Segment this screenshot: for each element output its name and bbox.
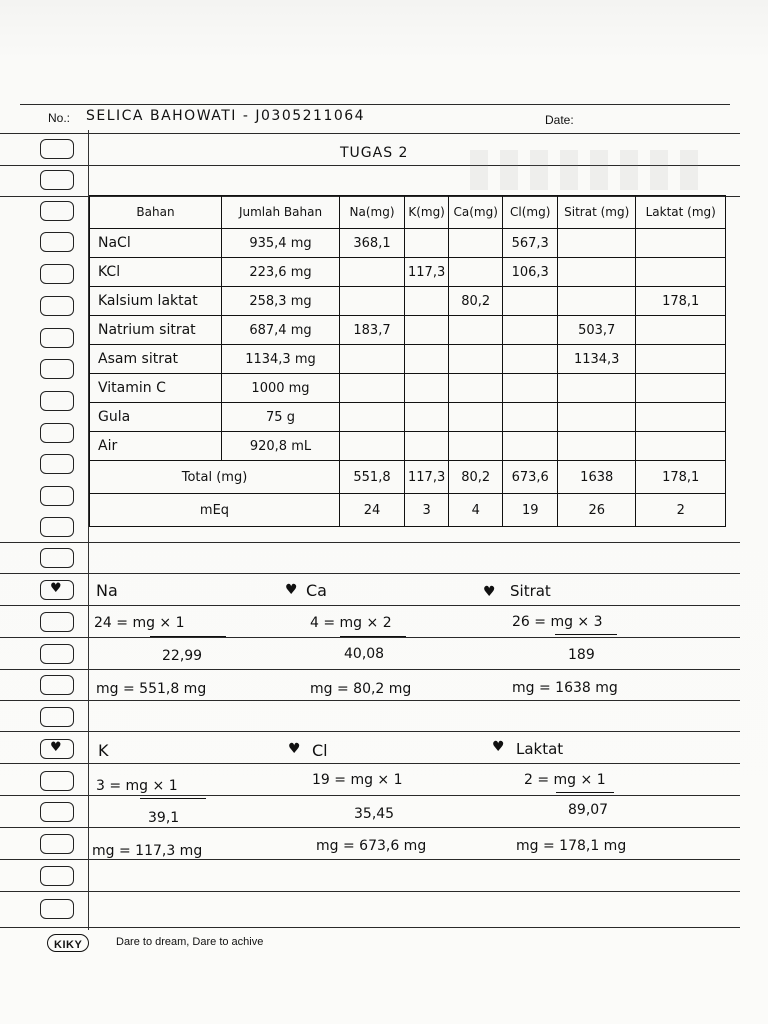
- calc-cl-equation: 19 = mg × 1: [312, 772, 403, 788]
- cell-na: 183,7: [340, 316, 405, 345]
- table-row: [90, 432, 726, 461]
- cell-jumlah: 935,4 mg: [222, 229, 340, 258]
- cell-jumlah: 920,8 mL: [222, 432, 340, 461]
- cell-k: [405, 374, 449, 403]
- cell-jumlah: 258,3 mg: [222, 287, 340, 316]
- row-checkbox[interactable]: [40, 834, 74, 854]
- row-checkbox[interactable]: [40, 201, 74, 221]
- row-checkbox[interactable]: [40, 802, 74, 822]
- cell-cl: 567,3: [503, 229, 558, 258]
- cell-k: [405, 432, 449, 461]
- ruled-line: [0, 859, 740, 860]
- row-checkbox[interactable]: [40, 771, 74, 791]
- table-row: [90, 316, 726, 345]
- cell-bahan: KCl: [90, 258, 222, 287]
- ruled-line: [20, 104, 730, 105]
- meq-cl: 19: [503, 494, 558, 527]
- calc-ca-label: Ca: [306, 581, 327, 600]
- cell-ca: [449, 345, 503, 374]
- cell-na: [340, 287, 405, 316]
- cell-k: [405, 229, 449, 258]
- cell-sitrat: [558, 287, 636, 316]
- ruled-line: [0, 927, 740, 928]
- calc-cl-result: mg = 673,6 mg: [316, 838, 427, 854]
- cell-bahan: Natrium sitrat: [90, 316, 222, 345]
- cell-jumlah: 223,6 mg: [222, 258, 340, 287]
- column-header: Cl(mg): [503, 196, 558, 229]
- meq-row: [90, 494, 726, 527]
- calc-laktat-denominator: 89,07: [568, 802, 609, 818]
- calc-k-equation: 3 = mg × 1: [96, 778, 178, 794]
- row-checkbox[interactable]: [40, 486, 74, 506]
- cell-jumlah: 1134,3 mg: [222, 345, 340, 374]
- cell-ca: [449, 374, 503, 403]
- cell-ca: [449, 258, 503, 287]
- calc-ca-result: mg = 80,2 mg: [310, 681, 412, 697]
- ruled-line: [0, 637, 740, 638]
- heart-icon: ♥: [288, 741, 301, 757]
- cell-bahan: Gula: [90, 403, 222, 432]
- heart-icon: ♥: [50, 740, 62, 755]
- cell-bahan: Asam sitrat: [90, 345, 222, 374]
- calc-k-label: K: [98, 741, 109, 760]
- cell-sitrat: [558, 432, 636, 461]
- cell-laktat: [636, 403, 726, 432]
- row-checkbox-checked[interactable]: [40, 739, 74, 759]
- meq-label: mEq: [90, 494, 340, 527]
- cell-cl: [503, 403, 558, 432]
- table-header-row: [90, 196, 726, 229]
- cell-laktat: [636, 374, 726, 403]
- cell-sitrat: [558, 258, 636, 287]
- cell-sitrat: [558, 403, 636, 432]
- ruled-line: [0, 827, 740, 828]
- calc-laktat-equation: 2 = mg × 1: [524, 772, 606, 788]
- cell-ca: [449, 229, 503, 258]
- row-checkbox-checked[interactable]: [40, 580, 74, 600]
- row-checkbox[interactable]: [40, 644, 74, 664]
- row-checkbox[interactable]: [40, 866, 74, 886]
- row-checkbox[interactable]: [40, 170, 74, 190]
- table-row: [90, 403, 726, 432]
- calc-cl-denominator: 35,45: [354, 806, 395, 822]
- meq-na: 24: [340, 494, 405, 527]
- row-checkbox[interactable]: [40, 707, 74, 727]
- cell-k: [405, 403, 449, 432]
- cell-bahan: Kalsium laktat: [90, 287, 222, 316]
- total-k: 117,3: [405, 461, 449, 494]
- calc-na-label: Na: [96, 581, 118, 600]
- meq-sitrat: 26: [558, 494, 636, 527]
- student-name: SELICA BAHOWATI - J0305211064: [86, 108, 366, 124]
- calc-na-result: mg = 551,8 mg: [96, 681, 207, 697]
- fraction-bar: [340, 636, 406, 637]
- calc-na-denominator: 22,99: [162, 648, 203, 664]
- row-checkbox[interactable]: [40, 899, 74, 919]
- ruled-line: [0, 542, 740, 543]
- cell-cl: [503, 374, 558, 403]
- row-checkbox[interactable]: [40, 517, 74, 537]
- composition-table: [89, 195, 726, 527]
- calc-cl-label: Cl: [312, 741, 328, 760]
- cell-sitrat: 1134,3: [558, 345, 636, 374]
- row-checkbox[interactable]: [40, 391, 74, 411]
- cell-k: [405, 345, 449, 374]
- column-header: Ca(mg): [449, 196, 503, 229]
- heart-icon: ♥: [50, 581, 62, 596]
- calc-sitrat-denominator: 189: [568, 647, 595, 663]
- bleed-through: [470, 150, 700, 190]
- heart-icon: ♥: [285, 582, 298, 598]
- page-title: TUGAS 2: [340, 145, 409, 161]
- cell-na: [340, 374, 405, 403]
- calc-k-result: mg = 117,3 mg: [92, 843, 203, 859]
- cell-na: [340, 403, 405, 432]
- column-header: Bahan: [90, 196, 222, 229]
- cell-k: 117,3: [405, 258, 449, 287]
- ruled-line: [0, 731, 740, 732]
- cell-sitrat: [558, 374, 636, 403]
- cell-cl: [503, 316, 558, 345]
- no-label: No.:: [48, 111, 71, 125]
- row-checkbox[interactable]: [40, 264, 74, 284]
- brand-logo: KIKY: [54, 939, 83, 951]
- cell-k: [405, 316, 449, 345]
- cell-bahan: Air: [90, 432, 222, 461]
- cell-jumlah: 1000 mg: [222, 374, 340, 403]
- ruled-line: [0, 891, 740, 892]
- column-header: Jumlah Bahan: [222, 196, 340, 229]
- row-checkbox[interactable]: [40, 454, 74, 474]
- heart-icon: ♥: [483, 584, 496, 600]
- table-row: [90, 258, 726, 287]
- calc-na-equation: 24 = mg × 1: [94, 615, 185, 631]
- cell-laktat: [636, 229, 726, 258]
- row-checkbox[interactable]: [40, 612, 74, 632]
- cell-bahan: Vitamin C: [90, 374, 222, 403]
- fraction-bar: [556, 792, 614, 793]
- cell-ca: [449, 403, 503, 432]
- calc-laktat-result: mg = 178,1 mg: [516, 838, 627, 854]
- ruled-line: [0, 573, 740, 574]
- total-laktat: 178,1: [636, 461, 726, 494]
- meq-k: 3: [405, 494, 449, 527]
- row-checkbox[interactable]: [40, 548, 74, 568]
- table-row: [90, 374, 726, 403]
- column-header: K(mg): [405, 196, 449, 229]
- cell-cl: [503, 287, 558, 316]
- calc-sitrat-equation: 26 = mg × 3: [512, 614, 603, 630]
- cell-bahan: NaCl: [90, 229, 222, 258]
- row-checkbox[interactable]: [40, 139, 74, 159]
- ruled-line: [0, 669, 740, 670]
- fraction-bar: [140, 798, 206, 799]
- cell-cl: [503, 345, 558, 374]
- fraction-bar: [150, 636, 226, 637]
- calc-laktat-label: Laktat: [516, 740, 564, 758]
- cell-na: 368,1: [340, 229, 405, 258]
- table-row: [90, 229, 726, 258]
- calc-sitrat-label: Sitrat: [510, 582, 551, 600]
- cell-laktat: [636, 432, 726, 461]
- cell-jumlah: 687,4 mg: [222, 316, 340, 345]
- cell-sitrat: 503,7: [558, 316, 636, 345]
- column-header: Laktat (mg): [636, 196, 726, 229]
- ruled-line: [0, 795, 740, 796]
- table-row: [90, 287, 726, 316]
- calc-ca-equation: 4 = mg × 2: [310, 615, 392, 631]
- cell-ca: [449, 432, 503, 461]
- row-checkbox[interactable]: [40, 359, 74, 379]
- total-label: Total (mg): [90, 461, 340, 494]
- cell-na: [340, 432, 405, 461]
- cell-ca: [449, 316, 503, 345]
- calc-k-denominator: 39,1: [148, 810, 180, 826]
- table-row: [90, 345, 726, 374]
- ruled-line: [0, 133, 740, 134]
- brand-badge: [47, 934, 89, 952]
- total-cl: 673,6: [503, 461, 558, 494]
- cell-k: [405, 287, 449, 316]
- ruled-line: [0, 700, 740, 701]
- cell-laktat: 178,1: [636, 287, 726, 316]
- fraction-bar: [555, 634, 617, 635]
- ruled-line: [0, 763, 740, 764]
- cell-laktat: [636, 316, 726, 345]
- row-checkbox[interactable]: [40, 328, 74, 348]
- meq-ca: 4: [449, 494, 503, 527]
- row-checkbox[interactable]: [40, 296, 74, 316]
- ruled-line: [0, 605, 740, 606]
- calc-ca-denominator: 40,08: [344, 646, 385, 662]
- calc-sitrat-result: mg = 1638 mg: [512, 680, 618, 696]
- cell-ca: 80,2: [449, 287, 503, 316]
- row-checkbox[interactable]: [40, 232, 74, 252]
- column-header: Na(mg): [340, 196, 405, 229]
- row-checkbox[interactable]: [40, 423, 74, 443]
- cell-na: [340, 345, 405, 374]
- total-sitrat: 1638: [558, 461, 636, 494]
- cell-na: [340, 258, 405, 287]
- date-label: Date:: [545, 113, 574, 127]
- meq-laktat: 2: [636, 494, 726, 527]
- row-checkbox[interactable]: [40, 675, 74, 695]
- cell-jumlah: 75 g: [222, 403, 340, 432]
- total-ca: 80,2: [449, 461, 503, 494]
- cell-laktat: [636, 258, 726, 287]
- cell-laktat: [636, 345, 726, 374]
- cell-cl: 106,3: [503, 258, 558, 287]
- heart-icon: ♥: [492, 739, 505, 755]
- column-header: Sitrat (mg): [558, 196, 636, 229]
- footer-slogan: Dare to dream, Dare to achive: [116, 936, 264, 948]
- cell-cl: [503, 432, 558, 461]
- total-row: [90, 461, 726, 494]
- cell-sitrat: [558, 229, 636, 258]
- total-na: 551,8: [340, 461, 405, 494]
